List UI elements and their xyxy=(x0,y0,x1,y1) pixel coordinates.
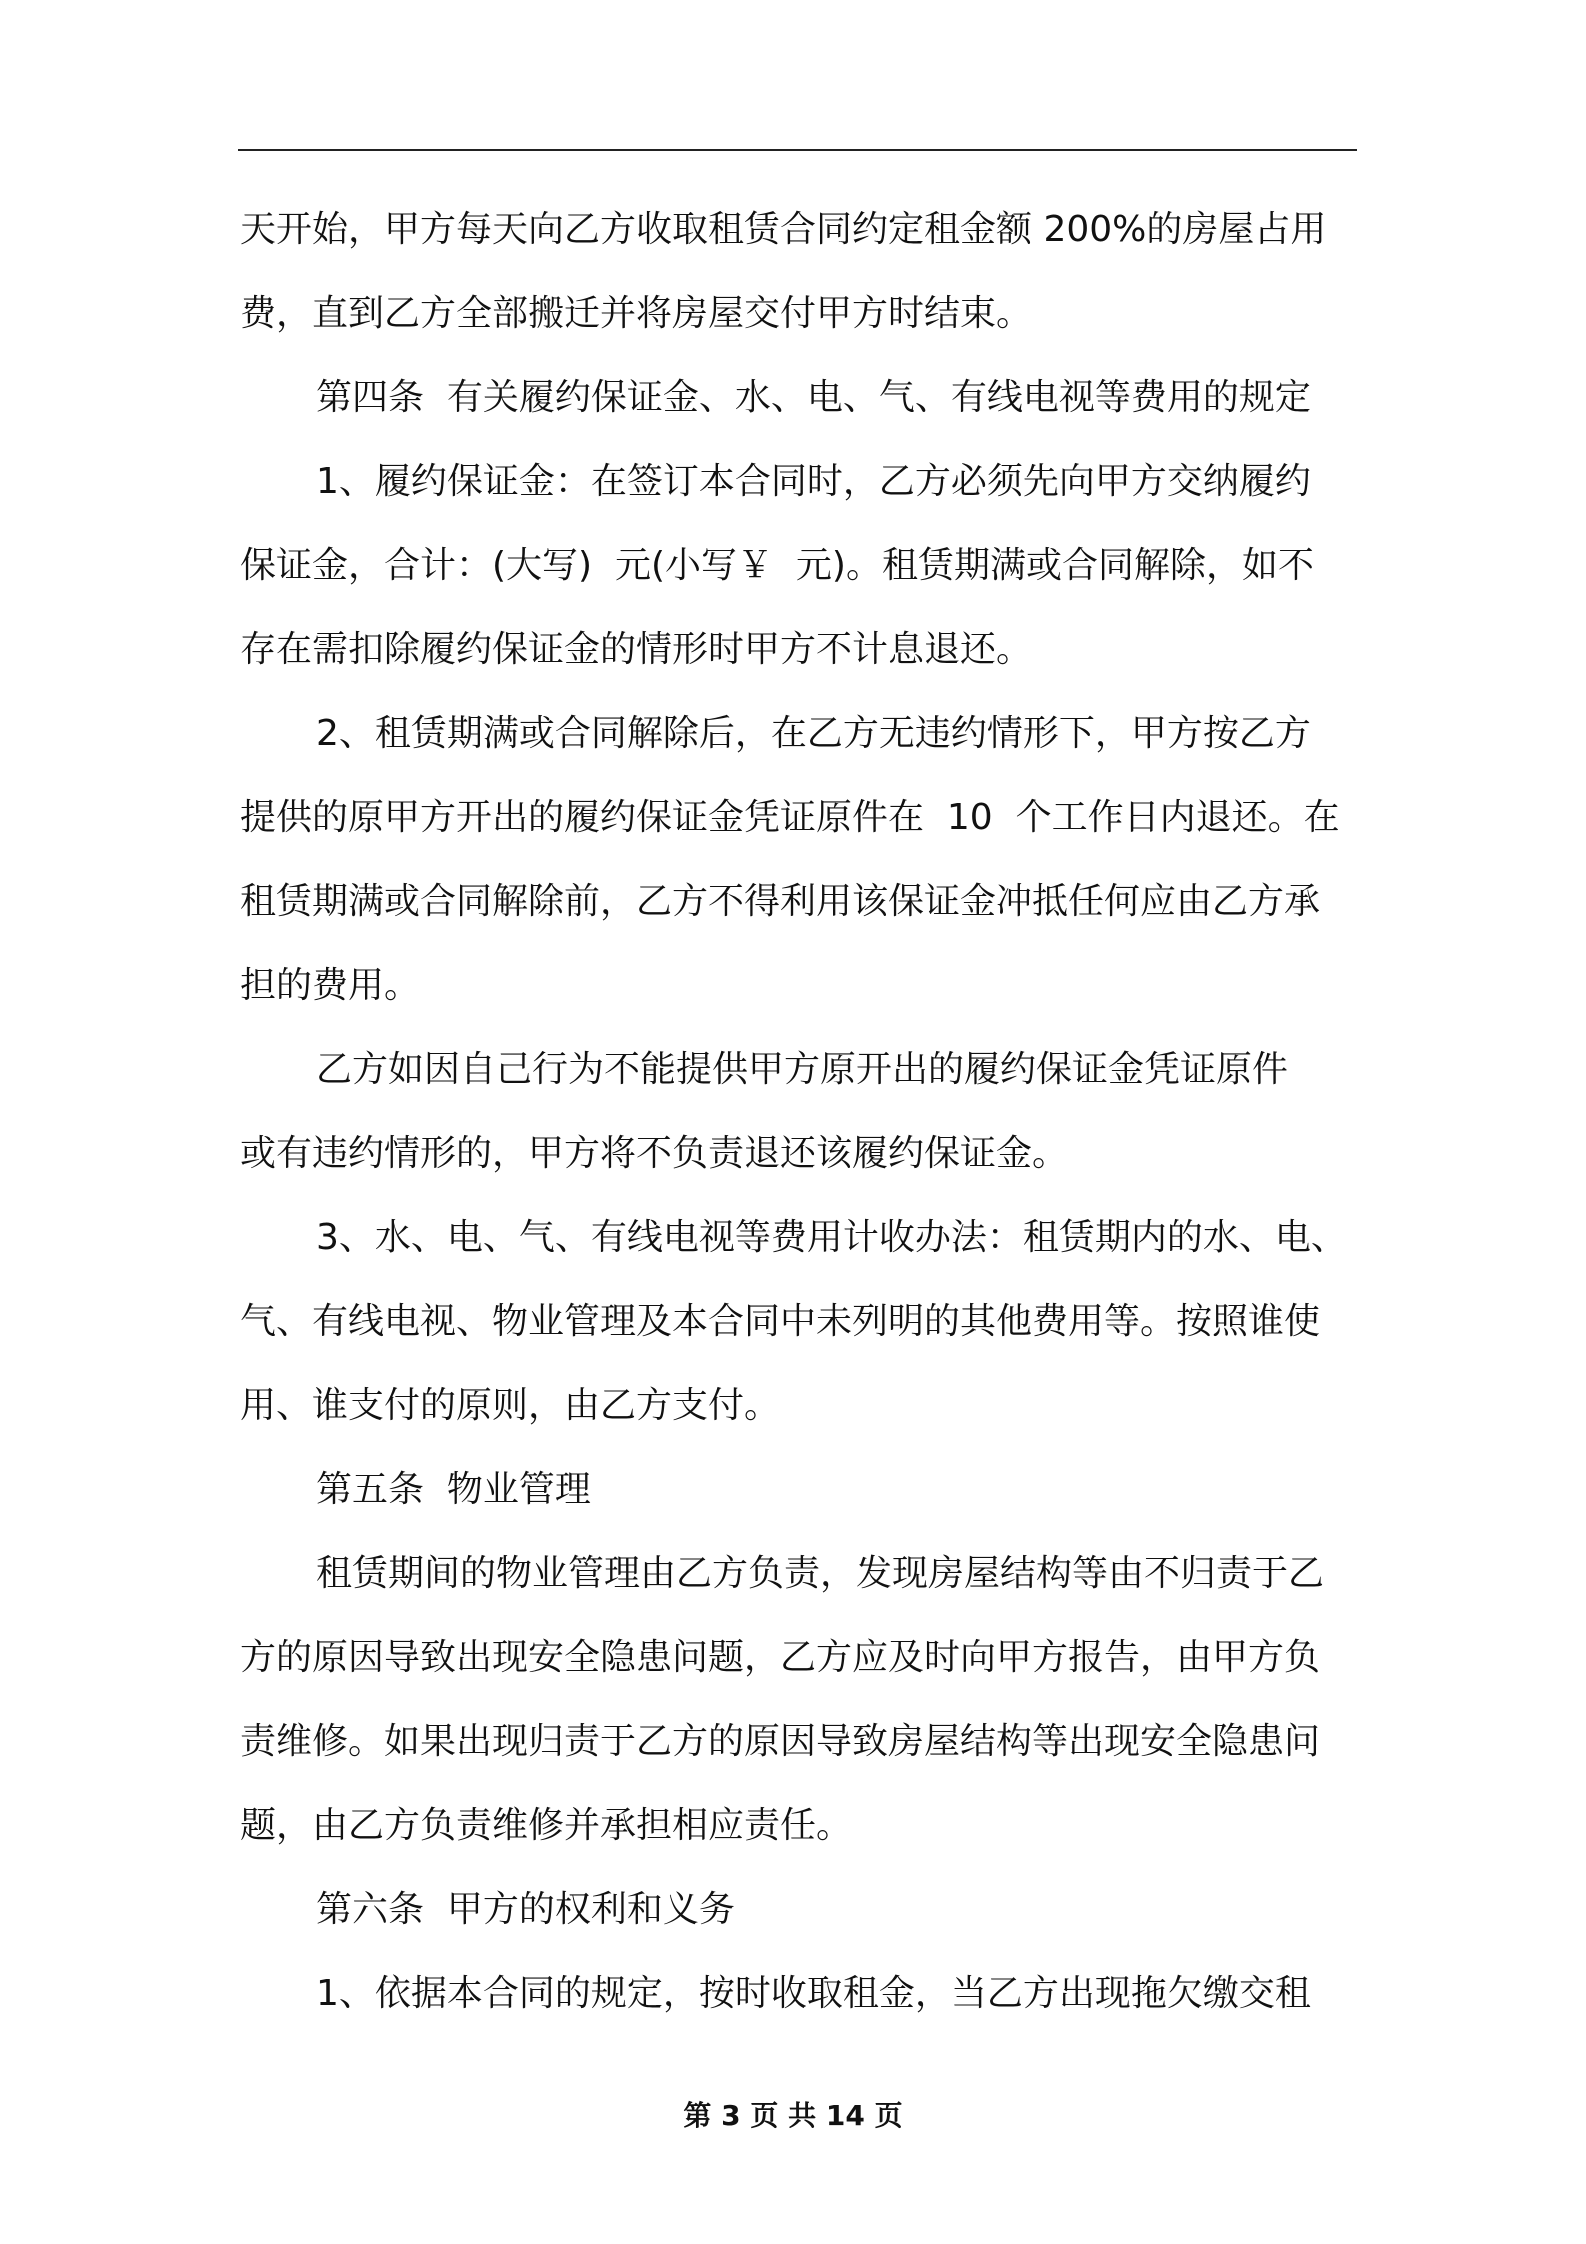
text-line: 用、谁支付的原则，由乙方支付。 xyxy=(240,1385,781,1426)
text-line: 3、水、电、气、有线电视等费用计收办法：租赁期内的水、电、 xyxy=(316,1217,1347,1258)
text-line: 1、依据本合同的规定，按时收取租金，当乙方出现拖欠缴交租 xyxy=(316,1973,1311,2014)
text-line: 方的原因导致出现安全隐患问题，乙方应及时向甲方报告，由甲方负 xyxy=(240,1637,1321,1678)
text-line: 题，由乙方负责维修并承担相应责任。 xyxy=(240,1805,853,1846)
text-line: 担的费用。 xyxy=(240,965,421,1006)
text-line: 气、有线电视、物业管理及本合同中未列明的其他费用等。按照谁使 xyxy=(240,1301,1321,1342)
text-line: 租赁期满或合同解除前，乙方不得利用该保证金冲抵任何应由乙方承 xyxy=(240,881,1321,922)
text-line: 或有违约情形的，甲方将不负责退还该履约保证金。 xyxy=(240,1133,1069,1174)
text-line: 存在需扣除履约保证金的情形时甲方不计息退还。 xyxy=(240,629,1033,670)
section-heading: 第六条 甲方的权利和义务 xyxy=(316,1889,735,1930)
section-heading: 第四条 有关履约保证金、水、电、气、有线电视等费用的规定 xyxy=(316,377,1311,418)
text-line: 保证金，合计：(大写) 元(小写￥ 元)。租赁期满或合同解除，如不 xyxy=(240,545,1314,586)
text-line: 费，直到乙方全部搬迁并将房屋交付甲方时结束。 xyxy=(240,293,1033,334)
page-number: 第 3 页 共 14 页 xyxy=(683,2099,903,2132)
text-line: 2、租赁期满或合同解除后，在乙方无违约情形下，甲方按乙方 xyxy=(316,713,1311,754)
text-line: 乙方如因自己行为不能提供甲方原开出的履约保证金凭证原件 xyxy=(316,1049,1289,1090)
header-rule xyxy=(238,149,1357,151)
text-line: 租赁期间的物业管理由乙方负责，发现房屋结构等由不归责于乙 xyxy=(316,1553,1325,1594)
text-line: 1、履约保证金：在签订本合同时，乙方必须先向甲方交纳履约 xyxy=(316,461,1311,502)
text-line: 天开始，甲方每天向乙方收取租赁合同约定租金额 200%的房屋占用 xyxy=(240,209,1327,250)
text-line: 提供的原甲方开出的履约保证金凭证原件在 10 个工作日内退还。在 xyxy=(240,797,1340,838)
section-heading: 第五条 物业管理 xyxy=(316,1469,591,1510)
text-line: 责维修。如果出现归责于乙方的原因导致房屋结构等出现安全隐患问 xyxy=(240,1721,1321,1762)
